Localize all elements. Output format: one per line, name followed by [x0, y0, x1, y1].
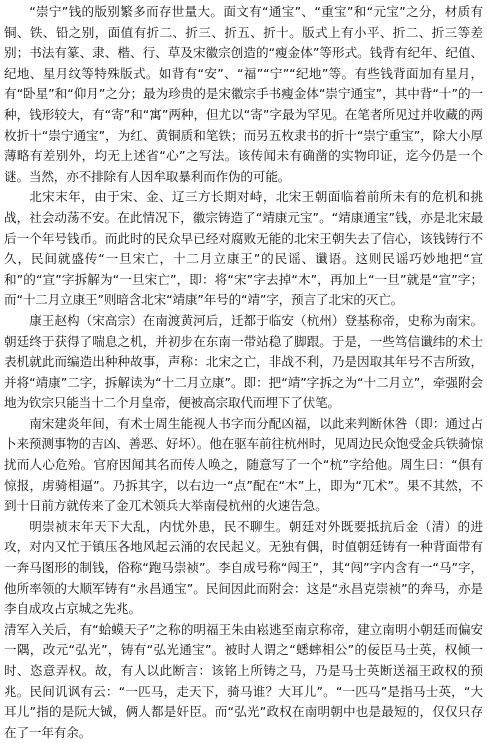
paragraph-chongzhen-running-horse: 明崇祯末年天下大乱，内忧外患，民不聊生。朝廷对外既要抵抗后金（清）的进攻，对内又忙于镇压各地风起云涌的农民起义。无独有偶，时值朝廷铸有一种背面带有一奔马图形的制钱，俗称“跑马崇祯”。李自成号称“闯王”，其“闯”字内含有一“马”字，他所率领的大顺军铸有“永昌通宝”。民间因此而附会：这是“永昌克崇祯”的奔马，亦是李自成攻占京城之先兆。	[4, 518, 483, 617]
paragraph-chongning-coin-varieties: “崇宁”钱的版别繁多而存世量大。面文有“通宝”、“重宝”和“元宝”之分，材质有铜、铁、铅之别，面值有折二、折三、折五、折十。版式上有小平、折二、折三等差别；书法有篆、隶、楷、行、草及宋徽宗创造的“瘦金体”等形式。钱背有纪年、纪值、纪地、星月纹等特殊版式。如背有“安”、“福”“宁”“纪地”等。有些钱背面加有星月，有“卧星”和“仰月”之分；最为珍贵的是宋徽宗手书瘦金体“崇宁通宝”，其中背“十”的一种，钱形较大，有“寄”和“寓”两种，但尤以“寄”字最为罕见。在笔者所见过并收藏的两枚折十“崇宁通宝”，为红、黄铜质和笔铁；而另五枚隶书的折十“崇宁重宝”，除大小厚薄略有差别外，均无上述省“心”之写法。该传闻未有确凿的实物印证，迄今仍是一个谜。当然，亦不排除有人因牟取暴利而作伪的可能。	[4, 4, 483, 184]
paragraph-jianyan-hangzhou-omen: 南宋建炎年间，有术士周生能视人书字而分配凶福，以此来判断休咎（即：通过占卜来预测事物的吉凶、善恶、好坏）。他在驱车前往杭州时，见周边民众饱受金兵铁骑惊扰而人心危殆。官府因闻其名而传人唤之，随意写了一个“杭”字给他。周生曰：“俱有惊报，虏骑相逼”。乃拆其字，以右边一“点”配在“木”上，即为“兀术”。果不其然，不到十日前方就传来了金兀术领兵大举南侵杭州的火速告急。	[4, 415, 484, 514]
paragraph-kang-wang-zhao-gou: 康王赵构（宋高宗）在南渡黄河后，迁都于临安（杭州）登基称帝，史称为南宋。朝廷终于获得了喘息之机，并初步在东南一带站稳了脚跟。于是，一些笃信谶纬的术士表机就此而编造出种种故事，声称：北宋之亡，非战不利，乃是因取其年号不吉所致，并将“靖康”二字，拆解读为“十二月立康”。即：把“靖”字拆之为“十二月立”，牵强附会地为钦宗只能当十二个月皇帝，便被高宗取代而埋下了伏笔。	[4, 312, 483, 411]
paragraph-northern-song-jingkang: 北宋末年，由于宋、金、辽三方长期对峙，北宋王朝面临着前所未有的危机和挑战，社会动荡不安。在此情况下，徽宗铸造了“靖康元宝”。“靖康通宝”钱，亦是北宋最后一个年号钱币。而此时的民众早已经对腐败无能的北宋王朝失去了信心，该钱铸行不久，民间就盛传“一旦宋亡，十二月立康王”的民谣、谶语。这则民谣巧妙地把“宣和”的“宣”字拆解为“一旦宋亡”，即：将“宋”字去掉“木”，再加上“一旦”就是“宣”字；而“十二月立康王”则暗含北宋“靖康”年号的“靖”字，预言了北宋的灭亡。	[4, 189, 483, 308]
paragraph-hongguang-coin: 清军入关后，有“蛤蟆天子”之称的明福王朱由崧逃至南京称帝，建立南明小朝廷而偏安一隅，改元“弘光”，铸有“弘光通宝”。被时人谓之“蟋蟀相公”的佞臣马士英，权倾一时、恣意弄权。故，有人以此断言：该铭上所铸之马，乃是马士英断送福王政权的预兆。民间讥讽有云：“一匹马，走天下，骑马谁？大耳儿”。“一匹马”是指马士英，“大耳儿”指的是阮大铖，俩人都是奸臣。而“弘光”政权在南明朝中也是最短的，仅仅只存在了一年有余。	[4, 621, 483, 740]
